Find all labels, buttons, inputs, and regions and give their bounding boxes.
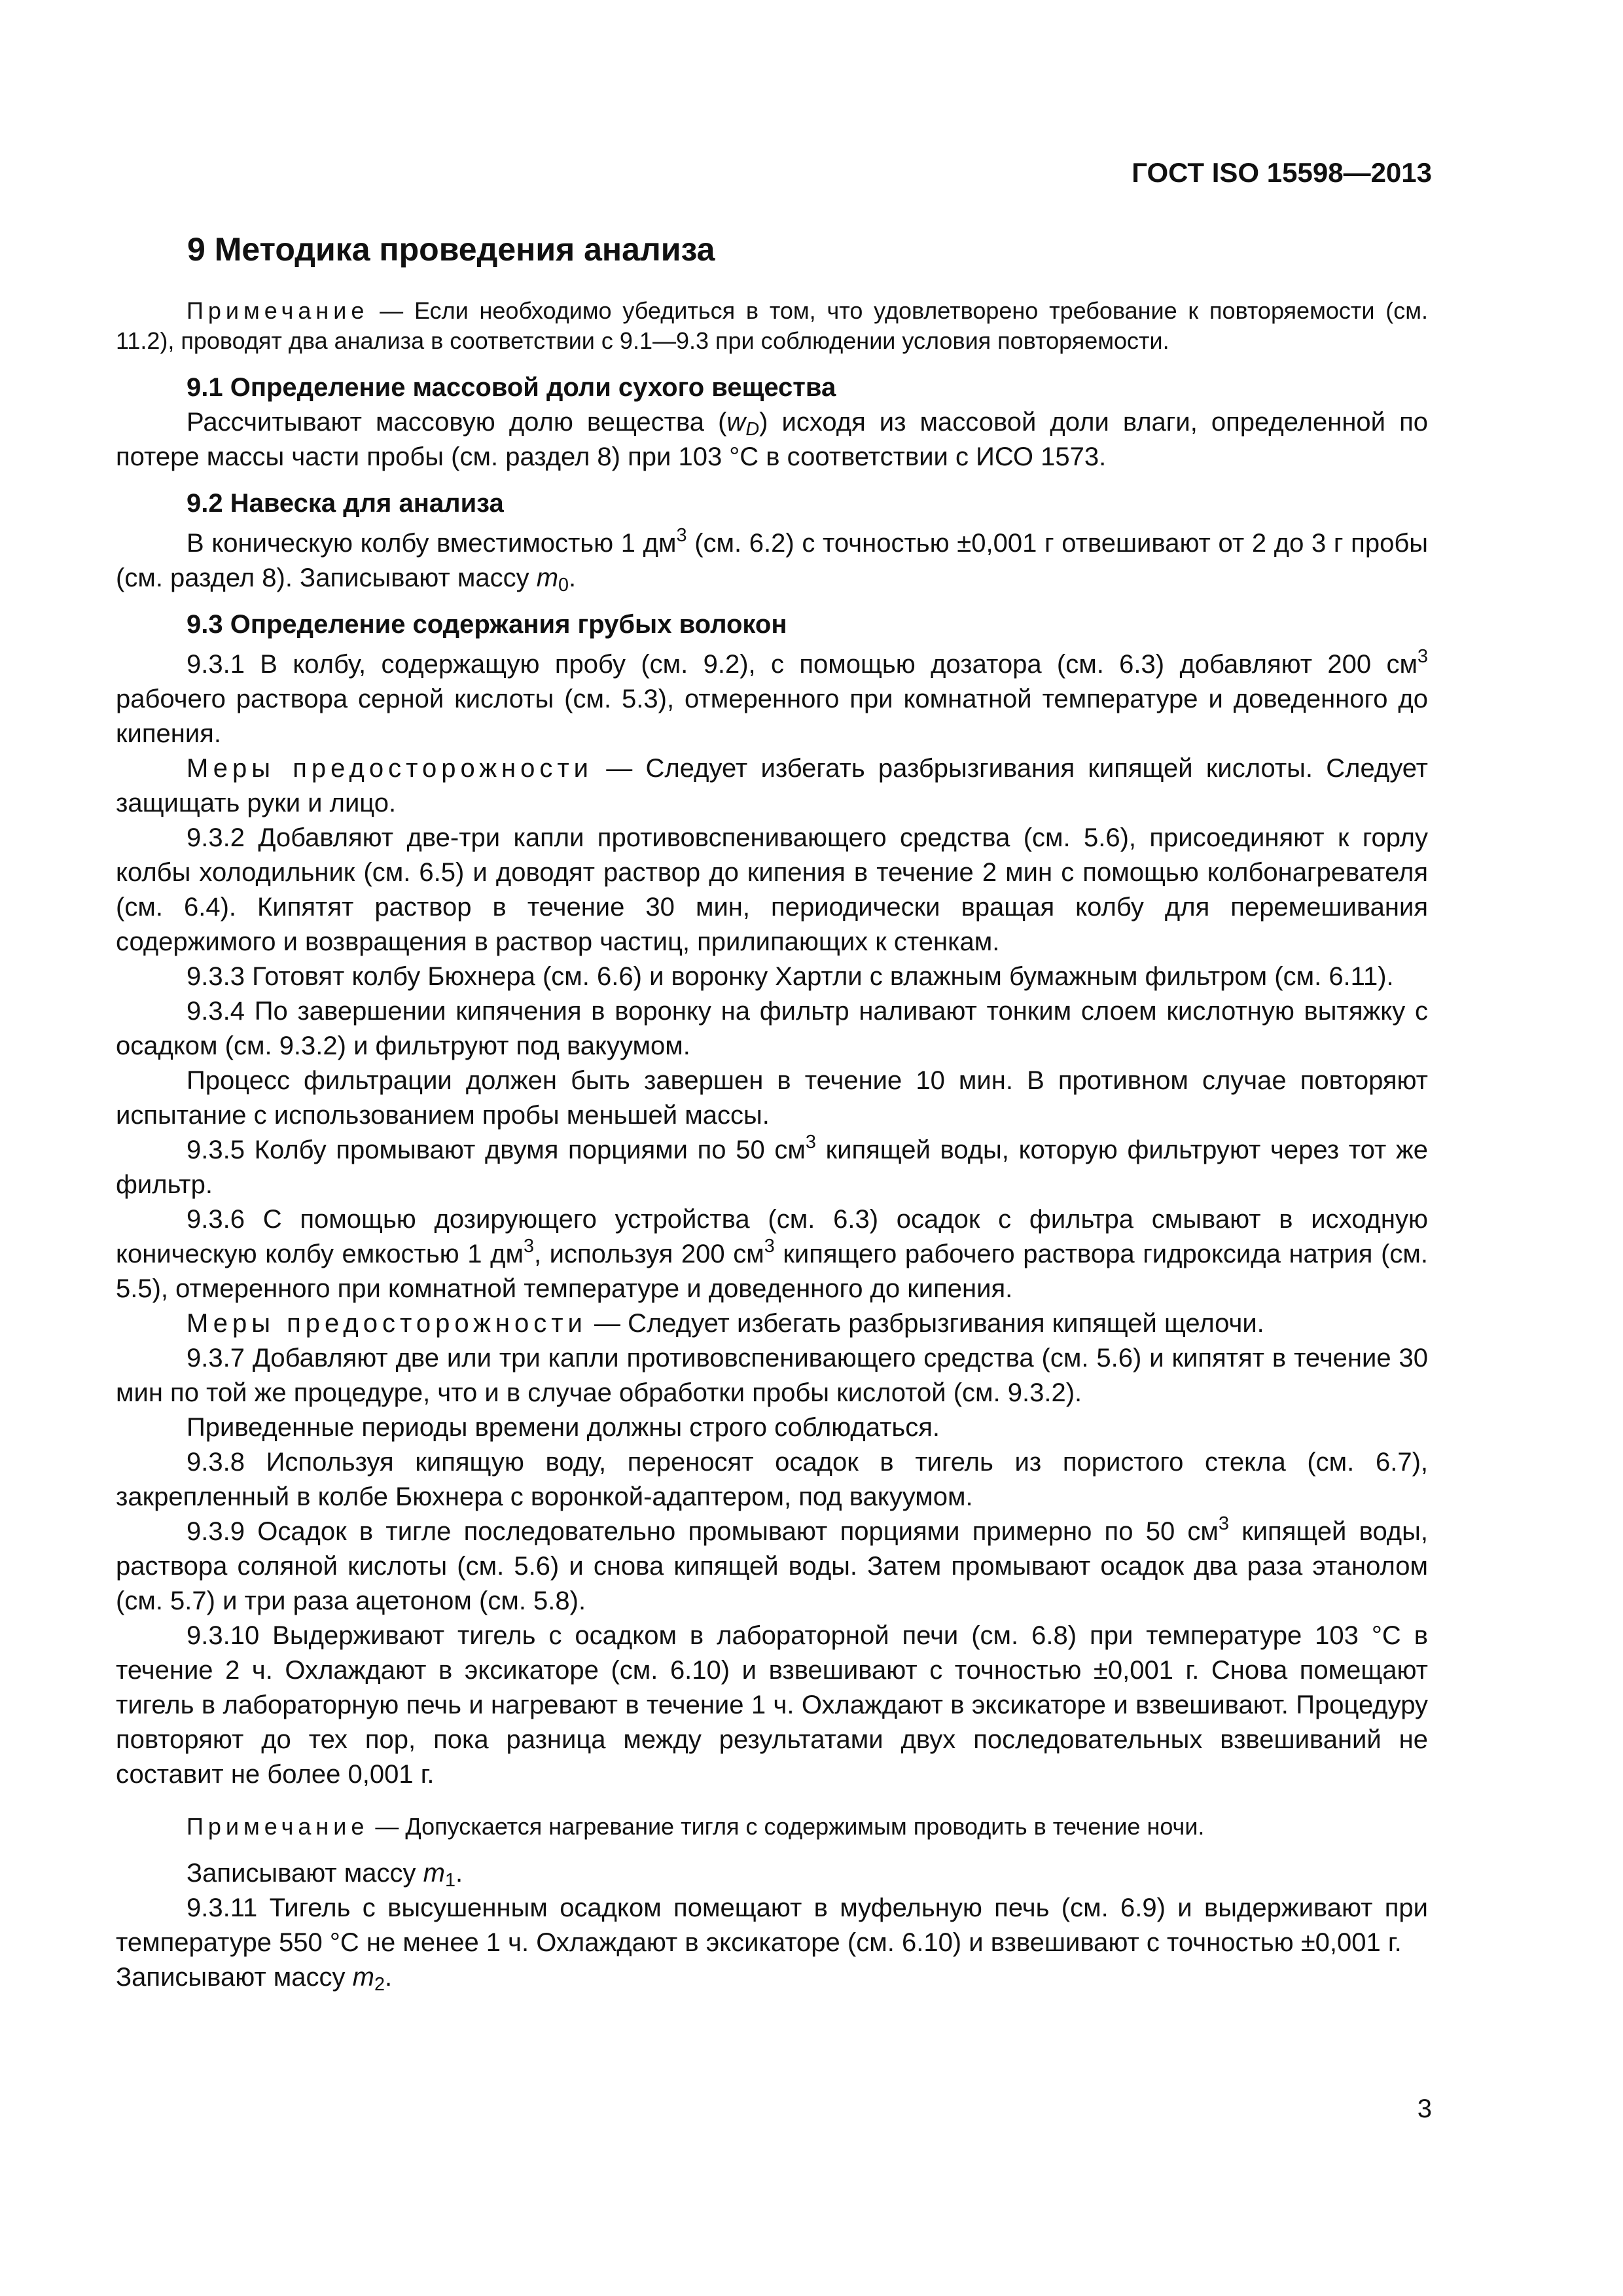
paragraph-9-3-7: 9.3.7 Добавляют две или три капли противовспенивающего средства (см. 5.6) и кипятят в течение 30 мин по той же процедуре, что и в случае обработки пробы кислотой (см. 9.3.2).: [116, 1344, 1428, 1407]
variable: m: [352, 1963, 374, 1992]
section-title: 9 Методика проведения анализа: [187, 231, 715, 268]
paragraph-9-3-3: 9.3.3 Готовят колбу Бюхнера (см. 6.6) и воронку Хартли с влажным бумажным фильтром (см. 6.11).: [187, 962, 1394, 991]
note-2: [116, 1812, 1428, 1842]
caution-1: [116, 751, 1428, 821]
superscript: 3: [764, 1236, 775, 1257]
page-number: 3: [1417, 2094, 1432, 2123]
subsection-9-1-title: 9.1 Определение массовой доли сухого вещества: [187, 373, 836, 402]
paragraph-9-3-1: [116, 647, 1428, 751]
text-run: .: [455, 1859, 463, 1888]
superscript: 3: [1417, 646, 1428, 668]
subsection-9-3-title: 9.3 Определение содержания грубых волокон: [187, 610, 787, 639]
note-label: Примечание: [187, 297, 369, 324]
text-run: В коническую колбу вместимостью 1 дм: [187, 529, 677, 558]
text-run: кипящей воды, раствора соляной кислоты (см. 5.6) и снова кипящей воды. Затем промывают осадок два раза этанолом (см. 5.7) и три раза ацетоном (см. 5.8).: [116, 1517, 1429, 1615]
paragraph-9-3-2: 9.3.2 Добавляют две-три капли противовспенивающего средства (см. 5.6), присоединяют к горлу колбы холодильник (см. 6.5) и доводят раствор до кипения в течение 2 мин с помощью колбонагревателя (см. 6.4). Кипятят раствор в течение 30 мин, периодически вращая колбу для перемешивания содержимого и возвращения в раствор частиц, прилипающих к стенкам.: [116, 823, 1428, 956]
subsection-9-2-title: 9.2 Навеска для анализа: [187, 489, 504, 518]
text-run: Рассчитывают массовую долю вещества (: [187, 408, 727, 437]
text-run: , используя 200 см: [533, 1240, 764, 1268]
note-text: — Если необходимо убедиться в том, что удовлетворено требование к повторяемости (см. 11.2), проводят два анализа в соответствии с 9.1—9.3 при соблюдении условия повторяемости.: [116, 297, 1428, 354]
note-1: [116, 296, 1428, 356]
superscript: 3: [676, 525, 687, 547]
paragraph-9-3-11: 9.3.11 Тигель с высушенным осадком помещают в муфельную печь (см. 6.9) и выдерживают при температуре 550 °С не менее 1 ч. Охлаждают в эксикаторе (см. 6.10) и взвешивают с точностью ±0,001 г.: [116, 1893, 1428, 1957]
text-run: кипящего рабочего раствора гидроксида натрия (см. 5.5), отмеренного при комнатной температуре и доведенного до кипения.: [116, 1240, 1429, 1303]
paragraph-9-3-10: 9.3.10 Выдерживают тигель с осадком в лабораторной печи (см. 6.8) при температуре 103 °С в течение 2 ч. Охлаждают в эксикаторе (см. 6.10) и взвешивают с точностью ±0,001 г. Снова помещают тигель в лабораторную печь и нагревают в течение 1 ч. Охлаждают в эксикаторе и взвешивают. Процедуру повторяют до тех пор, пока разница между результатами двух последовательных взвешиваний не составит не более 0,001 г.: [116, 1621, 1428, 1789]
paragraph-9-3-8: 9.3.8 Используя кипящую воду, переносят осадок в тигель из пористого стекла (см. 6.7), закрепленный в колбе Бюхнера с воронкой-адаптером, под вакуумом.: [116, 1448, 1428, 1511]
paragraph-9-2: [116, 526, 1428, 596]
caution-2: [116, 1306, 1428, 1341]
text-run: 9.3.1 В колбу, содержащую пробу (см. 9.2), с помощью дозатора (см. 6.3) добавляют 200 см: [187, 650, 1418, 679]
text-run: 9.3.5 Колбу промывают двумя порциями по 50 см: [187, 1136, 806, 1164]
note-label: Примечание: [187, 1813, 369, 1840]
subscript: 2: [374, 1974, 385, 1996]
paragraph-9-3-9: [116, 1515, 1428, 1619]
paragraph-9-3-7-b: Приведенные периоды времени должны строго соблюдаться.: [187, 1413, 940, 1442]
text-run: (см. 6.2) с точностью ±0,001 г отвешивают от 2 до 3 г пробы (см. раздел 8). Записывают массу: [116, 529, 1428, 592]
text-run: 9.3.6 С помощью дозирующего устройства (см. 6.3) осадок с фильтра смывают в исходную коническую колбу емкостью 1 дм: [116, 1205, 1428, 1268]
caution-label: Меры предосторожности: [187, 1309, 587, 1338]
paragraph-9-3-5: [116, 1133, 1428, 1202]
text-run: Записывают массу: [187, 1859, 423, 1888]
record-mass-m1: [116, 1856, 1428, 1891]
document-body: [116, 296, 1428, 1995]
standard-code: ГОСТ ISO 15598—2013: [1132, 157, 1432, 188]
variable: m: [536, 564, 559, 592]
subscript: 1: [444, 1870, 455, 1892]
superscript: 3: [805, 1132, 816, 1153]
text-run: Записывают массу: [116, 1963, 353, 1992]
superscript: 3: [1218, 1513, 1229, 1535]
paragraph-9-3-4-b: Процесс фильтрации должен быть завершен в течение 10 мин. В противном случае повторяют испытание с использованием пробы меньшей массы.: [116, 1066, 1428, 1130]
caution-text: — Следует избегать разбрызгивания кипящей щелочи.: [586, 1309, 1264, 1338]
variable: w: [726, 408, 746, 437]
text-run: .: [384, 1963, 393, 1992]
caution-label: Меры предосторожности: [187, 754, 594, 783]
record-mass-m2: [116, 1960, 1428, 1995]
caution-text: — Следует избегать разбрызгивания кипящей кислоты. Следует защищать руки и лицо.: [116, 754, 1428, 817]
superscript: 3: [523, 1236, 534, 1257]
text-run: кипящей воды, которую фильтруют через тот же фильтр.: [116, 1136, 1429, 1199]
text-run: 9.3.9 Осадок в тигле последовательно промывают порциями примерно по 50 см: [187, 1517, 1219, 1546]
text-run: ) исходя из массовой доли влаги, определенной по потере массы части пробы (см. раздел 8) при 103 °С в соответствии с ИСО 1573.: [116, 408, 1428, 471]
text-run: рабочего раствора серной кислоты (см. 5.3), отмеренного при комнатной температуре и доведенного до кипения.: [116, 685, 1428, 748]
paragraph-9-1: [116, 405, 1428, 475]
text-run: .: [569, 564, 577, 592]
subscript: 0: [558, 575, 569, 596]
subscript: D: [745, 419, 760, 440]
note-text: — Допускается нагревание тигля с содержимым проводить в течение ночи.: [368, 1813, 1205, 1840]
paragraph-9-3-4: 9.3.4 По завершении кипячения в воронку на фильтр наливают тонким слоем кислотную вытяжку с осадком (см. 9.3.2) и фильтруют под вакуумом.: [116, 997, 1428, 1060]
paragraph-9-3-6: [116, 1202, 1428, 1306]
variable: m: [423, 1859, 445, 1888]
